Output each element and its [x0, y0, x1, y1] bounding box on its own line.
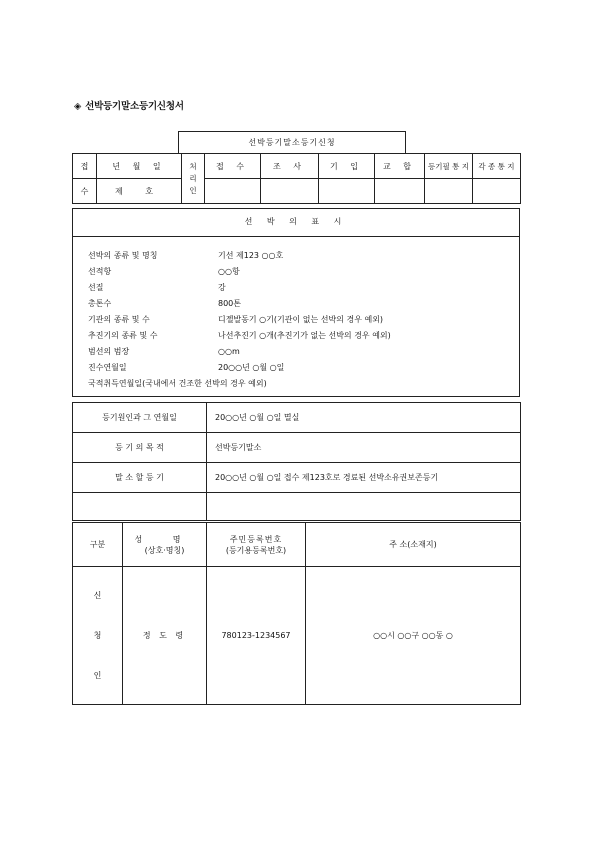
date-header: 년 월 일 — [97, 154, 182, 179]
registration-info-table — [72, 402, 521, 521]
header-title-box — [178, 131, 406, 154]
ship-row: 선질 강 — [88, 283, 226, 292]
ship-section-title: 선 박 의 표 시 — [72, 208, 520, 237]
check-cell — [261, 179, 319, 204]
ship-row: 기관의 종류 및 수 디젤발동기 ○기(기관이 없는 선박의 경우 예외) — [88, 315, 384, 324]
ship-row: 선박의 종류 및 명칭 기선 제123 ○○호 — [88, 251, 284, 260]
ship-row-last: 국적취득연월일(국내에서 건조한 선박의 경우 예외) — [88, 379, 267, 388]
header-title: 선박등기말소등기신청 — [248, 138, 336, 147]
id-header: 주민등록번호 (등기용등록번호) — [207, 523, 306, 567]
form-title: 선박등기말소등기신청서 — [85, 101, 184, 112]
cause-label: 등기원인과 그 연월일 — [73, 403, 207, 433]
purpose-value: 선박등기말소 — [207, 433, 521, 463]
applicant-address: ○○시 ○○구 ○○동 ○ — [306, 567, 521, 705]
purpose-label: 등 기 의 목 적 — [73, 433, 207, 463]
ship-row: 진수연월일 20○○년 ○월 ○일 — [88, 363, 285, 372]
ship-row: 범선의 범장 ○○m — [88, 347, 240, 356]
entry-cell — [319, 179, 375, 204]
applicant-name: 정 도 령 — [123, 567, 207, 705]
type-header: 구분 — [73, 523, 123, 567]
cancel-value: 20○○년 ○월 ○일 접수 제123호로 경료된 선박소유권보존등기 — [207, 463, 521, 493]
ship-row: 총톤수 800톤 — [88, 299, 241, 308]
applicant-label: 신청인 — [73, 567, 123, 705]
form-heading — [74, 98, 184, 112]
check-header: 조 사 — [261, 154, 319, 179]
ship-row: 선적항 ○○항 — [88, 267, 240, 276]
ship-row: 추진기의 종류 및 수 나선추진기 ○개(추진기가 없는 선박의 경우 예외) — [88, 331, 391, 340]
receipt-label-top: 접 — [73, 154, 97, 179]
notice-cell — [425, 179, 473, 204]
blank-label — [73, 493, 207, 521]
receipt-label-bottom: 수 — [73, 179, 97, 204]
ship-details — [88, 248, 391, 392]
applicant-id: 780123-1234567 — [207, 567, 306, 705]
name-header: 성 명 (상호·명칭) — [123, 523, 207, 567]
cancel-label: 말 소 할 등 기 — [73, 463, 207, 493]
number-header: 제 호 — [97, 179, 182, 204]
address-header: 주 소(소재지) — [306, 523, 521, 567]
blank-value — [207, 493, 521, 521]
verify-cell — [375, 179, 425, 204]
entry-header: 기 입 — [319, 154, 375, 179]
various-notice-cell — [473, 179, 521, 204]
handler-header: 처리인 — [182, 154, 205, 204]
applicant-table — [72, 522, 521, 705]
accept-header: 접 수 — [205, 154, 261, 179]
accept-cell — [205, 179, 261, 204]
receipt-table — [72, 153, 521, 204]
verify-header: 교 합 — [375, 154, 425, 179]
diamond-icon: ◈ — [74, 101, 82, 112]
various-notice-header: 각 종 통 지 — [473, 154, 521, 179]
cause-value: 20○○년 ○월 ○일 멸실 — [207, 403, 521, 433]
notice-header: 등기필 통 지 — [425, 154, 473, 179]
